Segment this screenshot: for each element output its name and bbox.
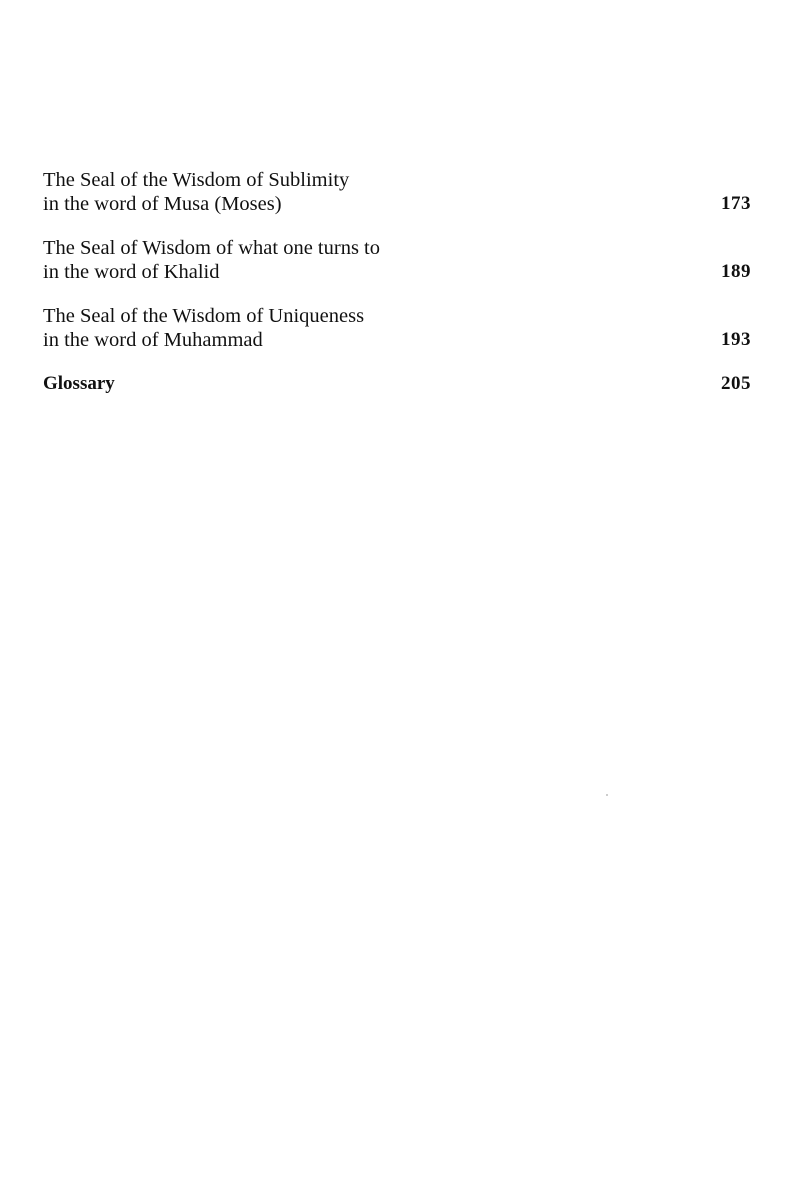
toc-entry-title-line: in the word of Musa (Moses) bbox=[43, 193, 282, 215]
toc-entry-title-line: in the word of Khalid bbox=[43, 261, 220, 283]
toc-entry-title-line: Glossary bbox=[43, 373, 115, 394]
toc-entry-glossary[interactable] bbox=[43, 372, 751, 396]
toc-page-number: 173 bbox=[721, 193, 751, 214]
toc-page-number: 193 bbox=[721, 329, 751, 350]
toc-entry-title-line: The Seal of the Wisdom of Uniqueness bbox=[43, 305, 365, 327]
toc-page-number: 189 bbox=[721, 261, 751, 282]
toc-entry-uniqueness[interactable] bbox=[43, 304, 751, 352]
toc-page-number: 205 bbox=[721, 373, 751, 394]
toc-entry-title-line: in the word of Muhammad bbox=[43, 329, 263, 351]
table-of-contents bbox=[43, 168, 751, 416]
toc-entry-sublimity[interactable] bbox=[43, 168, 751, 216]
toc-entry-what-one-turns-to[interactable] bbox=[43, 236, 751, 284]
paper-speck bbox=[606, 794, 608, 796]
toc-entry-title-line: The Seal of the Wisdom of Sublimity bbox=[43, 169, 350, 191]
toc-entry-title-line: The Seal of Wisdom of what one turns to bbox=[43, 237, 380, 259]
